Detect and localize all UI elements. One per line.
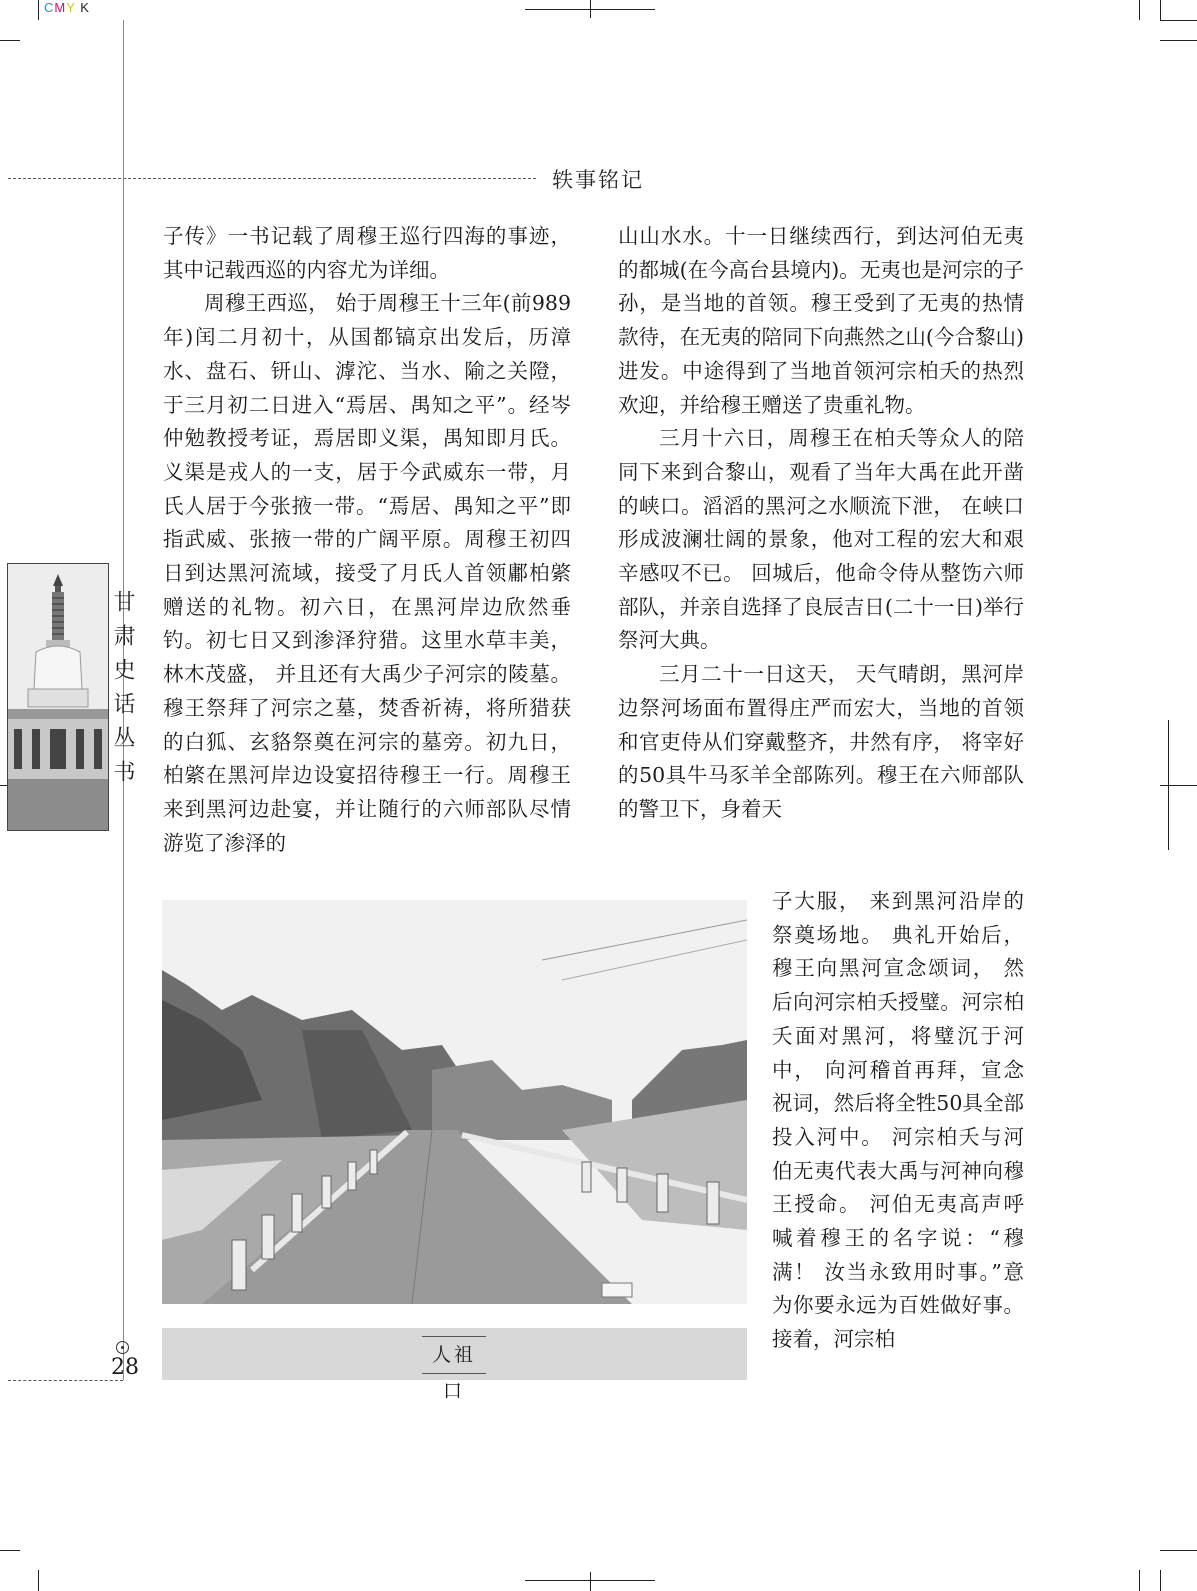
pagoda-photo: [7, 563, 109, 831]
footer-rule: [8, 1380, 123, 1381]
cmyk-c: C: [44, 0, 55, 15]
paragraph: 子传》一书记载了周穆王巡行四海的事迹，其中记载西巡的内容尤为详细。: [163, 224, 571, 282]
page-ornament-icon: [116, 1341, 129, 1354]
paragraph: 周穆王西巡， 始于周穆王十三年(前989年)闰二月初十，从国都镐京出发后，历漳水、盘石、钘山、滹沱、当水、隃之关隥，于三月初二日进入“焉居、禺知之平”。经岑仲勉教授考证，焉居即义渠，禺知即月氏。义渠是戎人的一支，居于今武威东一带，月氏人居于今张掖一带。“焉居、禺知之平”即指武威、张掖一带的广阔平原。周穆王初四日到达黑河流域，接受了月氏人首领鄘柏綮赠送的礼物。初六日，在黑河岸边欣然垂钓。初七日又到渗泽狩猎。这里水草丰美，林木茂盛， 并且还有大禹少子河宗的陵墓。穆王祭拜了河宗之墓，焚香祈祷，将所猎获的白狐、玄貉祭奠在河宗的墓旁。初九日，柏綮在黑河岸边设宴招待穆王一行。周穆王来到黑河边赴宴，并让随行的六师部队尽情游览了渗泽的: [163, 291, 571, 855]
left-column-text: [163, 220, 571, 860]
registration-mark: [590, 0, 591, 18]
crop-mark: [1160, 1550, 1197, 1551]
cmyk-print-mark: [44, 0, 90, 15]
page-number: 28: [111, 1355, 139, 1380]
crop-mark: [38, 1570, 39, 1591]
registration-mark: [590, 1572, 591, 1591]
cmyk-y: Y: [66, 0, 76, 15]
cmyk-k: K: [80, 0, 90, 15]
crop-mark: [0, 40, 20, 41]
crop-mark: [38, 0, 39, 20]
cmyk-m: M: [54, 0, 67, 15]
road-illustration: [162, 900, 747, 1304]
paragraph: 子大服， 来到黑河沿岸的祭奠场地。 典礼开始后， 穆王向黑河宣念颂词， 然后向河宗柏夭授璧。河宗柏夭面对黑河，将璧沉于河中， 向河稽首再拜，宣念祝词，然后将全牲50具全部投入河中。 河宗柏夭与河伯无夷代表大禹与河神向穆王授命。 河伯无夷高声呼喊着穆王的名字说：“穆满！ 汝当永致用时事。”意为你要永远为百姓做好事。接着，河宗柏: [772, 889, 1024, 1352]
crop-mark: [1139, 1570, 1140, 1591]
crop-mark: [1160, 20, 1197, 21]
photo-caption: 人祖口: [422, 1336, 486, 1374]
pagoda-illustration: [8, 564, 108, 830]
series-title: 甘肃史话丛书: [110, 590, 135, 794]
header-rule: [8, 178, 536, 179]
road-photo: [162, 900, 747, 1304]
paragraph: 山山水水。十一日继续西行，到达河伯无夷的都城(在今高台县境内)。无夷也是河宗的子孙，是当地的首领。穆王受到了无夷的热情款待，在无夷的陪同下向燕然之山(今合黎山)进发。中途得到了当地首领河宗柏夭的热烈欢迎，并给穆王赠送了贵重礼物。: [618, 224, 1024, 417]
crop-mark: [1160, 0, 1161, 20]
paragraph: 三月十六日，周穆王在柏夭等众人的陪同下来到合黎山，观看了当年大禹在此开凿的峡口。滔滔的黑河之水顺流下泄， 在峡口形成波澜壮阔的景象，他对工程的宏大和艰辛感叹不已。 回城后，他命令侍从整饬六师部队，并亲自选择了良辰吉日(二十一日)举行祭河大典。: [618, 426, 1024, 653]
paragraph: 三月二十一日这天， 天气晴朗，黑河岸边祭河场面布置得庄严而宏大，当地的首领和官吏侍从们穿戴整齐，井然有序， 将宰好的50具牛马豕羊全部陈列。穆王在六师部队的警卫下，身着天: [618, 662, 1024, 821]
crop-mark: [1139, 0, 1140, 20]
crop-mark: [1160, 1570, 1161, 1591]
registration-mark: [1160, 785, 1197, 786]
crop-mark: [0, 1550, 20, 1551]
right-column-text: [618, 220, 1024, 827]
section-title: 轶事铭记: [552, 168, 644, 192]
narrow-column-text: [772, 885, 1024, 1357]
crop-mark: [1160, 40, 1197, 41]
